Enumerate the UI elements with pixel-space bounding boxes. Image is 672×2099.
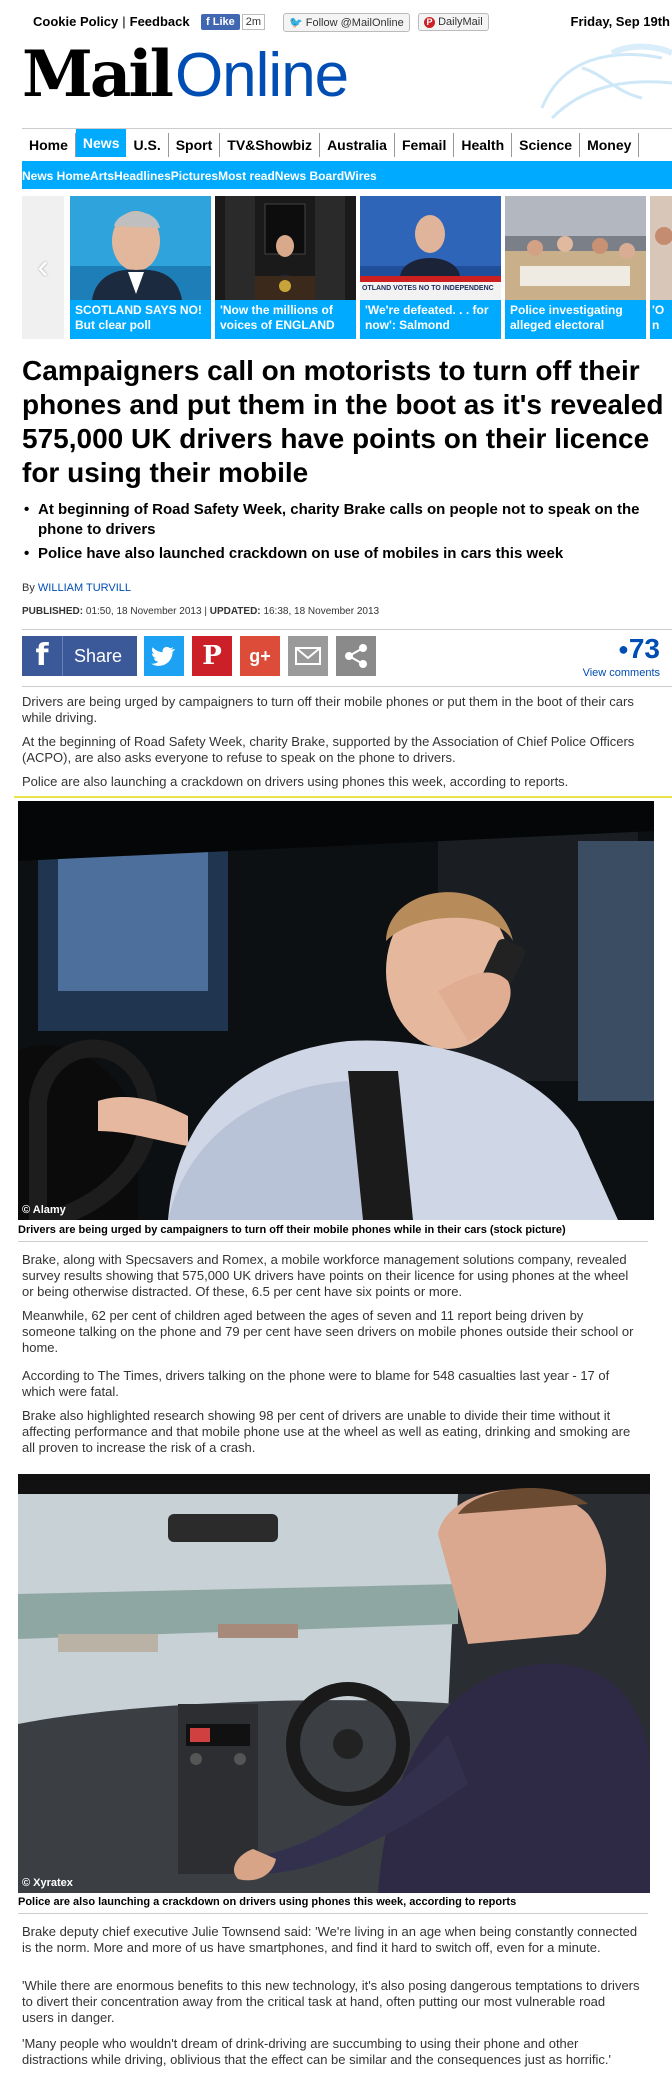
twitter-bird-icon: 🐦 xyxy=(289,17,303,29)
subnav-pictures[interactable]: Pictures xyxy=(170,169,219,183)
more-share-button[interactable] xyxy=(336,636,376,676)
twitter-follow-button[interactable] xyxy=(283,13,410,32)
cookie-policy-link[interactable]: Cookie Policy xyxy=(33,14,119,29)
divider: | xyxy=(204,606,207,617)
current-date: Friday, Sep 19th xyxy=(570,14,670,29)
nav-science[interactable]: Science xyxy=(512,133,580,157)
comment-count xyxy=(583,632,660,666)
nav-news[interactable]: News xyxy=(76,129,127,157)
lion-watermark-decoration xyxy=(522,38,672,128)
pinterest-icon: P xyxy=(424,17,435,28)
article-paragraph: Brake, along with Specsavers and Romex, a mobile workforce management solutions company, revealed survey results showing that 575,000 UK drivers have points on their licence for using phones at the wheel or being otherwise distracted. Of these, 6.5 per cent have six points or more. xyxy=(22,1252,629,1299)
nav-sport[interactable]: Sport xyxy=(169,133,221,157)
published-label: PUBLISHED: xyxy=(22,606,84,617)
pinterest-icon: P xyxy=(202,641,222,671)
carousel-image xyxy=(215,196,356,300)
photo-police-car-interior xyxy=(18,1474,650,1893)
main-nav xyxy=(22,128,672,164)
facebook-share-label: Share xyxy=(74,646,123,666)
twitter-follow-label: Follow @MailOnline xyxy=(305,17,404,29)
facebook-icon: f xyxy=(22,636,63,676)
share-icon xyxy=(336,636,376,676)
carousel-caption: 'O n xyxy=(650,300,672,339)
envelope-icon xyxy=(288,636,328,676)
facebook-share-button[interactable] xyxy=(22,636,137,676)
nav-us[interactable]: U.S. xyxy=(126,133,168,157)
photo-driver-phone xyxy=(18,801,654,1220)
published-date: 01:50, 18 November 2013 xyxy=(85,606,202,617)
chevron-left-icon: ‹ xyxy=(37,248,49,286)
subnav-arts[interactable]: Arts xyxy=(90,169,115,183)
comment-count-value: 73 xyxy=(628,633,660,664)
article-paragraph: Brake also highlighted research showing 98 per cent of drivers are unable to divide their time without it affecting performance and that mobile phone use at the wheel as well as eating, drinking and smoking are all proven to increase the risk of a crash. xyxy=(22,1408,631,1455)
article-paragraph: 'Many people who wouldn't dream of drink-driving are succumbing to using their phone and other distractions while driving, oblivious that the effect can be similar and the consequences just as horrific.' xyxy=(22,2036,611,2067)
feedback-link[interactable]: Feedback xyxy=(129,14,190,29)
carousel-prev-button[interactable] xyxy=(22,196,64,339)
pinterest-follow-button[interactable] xyxy=(418,13,489,31)
subnav-news-board[interactable]: News Board xyxy=(274,169,345,183)
divider: | xyxy=(122,14,126,29)
facebook-like-count: 2m xyxy=(242,14,265,30)
share-bar xyxy=(22,629,672,687)
carousel-caption: 'We're defeated. . . for now': Salmond xyxy=(360,300,501,339)
photo-caption: Police are also launching a crackdown on drivers using phones this week, according to reports xyxy=(18,1895,648,1914)
subnav-most-read[interactable]: Most read xyxy=(218,169,275,183)
nav-home[interactable]: Home xyxy=(22,133,76,157)
photo-caption: Drivers are being urged by campaigners to turn off their mobile phones while in their cars (stock picture) xyxy=(18,1223,648,1242)
updated-date: 16:38, 18 November 2013 xyxy=(263,606,380,617)
view-comments-label: View comments xyxy=(582,667,660,679)
email-share-button[interactable] xyxy=(288,636,328,676)
article-paragraph: According to The Times, drivers talking on the phone were to blame for 548 casualties last year - 17 of which were fatal. xyxy=(22,1368,610,1399)
summary-bullet: • Police have also launched crackdown on use of mobiles in cars this week xyxy=(22,544,652,564)
sub-nav xyxy=(22,163,672,189)
article-paragraph: 'While there are enormous benefits to this new technology, it's also posing dangerous temptations to drivers to divert their concentration away from the critical task at hand, often putting our most vulnerable road users in danger. xyxy=(22,1978,640,2025)
twitter-bird-icon xyxy=(144,636,184,676)
publish-info xyxy=(22,606,379,617)
googleplus-icon: g+ xyxy=(249,646,271,666)
nav-tvshowbiz[interactable]: TV&Showbiz xyxy=(220,133,320,157)
byline xyxy=(22,582,131,594)
article-paragraph: Brake deputy chief executive Julie Townsend said: 'We're living in an age when being constantly connected is the norm. More and more of us have smartphones, and find it hard to switch off, even for a minute. xyxy=(22,1924,638,1955)
carousel-card[interactable] xyxy=(70,196,211,339)
speech-bubble-icon: ● xyxy=(617,639,629,659)
article-headline: Campaigners call on motorists to turn off their phones and put them in the boot as it's revealed 575,000 UK drivers have points on their licence for using their mobile xyxy=(22,355,664,488)
carousel-caption: SCOTLAND SAYS NO! But clear poll xyxy=(70,300,211,339)
carousel-image xyxy=(650,196,672,300)
subnav-wires[interactable]: Wires xyxy=(344,169,377,183)
googleplus-share-button[interactable] xyxy=(240,636,280,676)
comments-link[interactable] xyxy=(583,632,660,680)
article-paragraph: Police are also launching a crackdown on drivers using phones this week, according to reports. xyxy=(22,774,569,789)
facebook-icon: f xyxy=(206,16,213,28)
carousel-card[interactable] xyxy=(505,196,646,339)
author-link[interactable]: WILLIAM TURVILL xyxy=(37,582,132,594)
news-carousel xyxy=(22,196,672,339)
carousel-caption: Police investigating alleged electoral xyxy=(505,300,646,339)
article-paragraph: At the beginning of Road Safety Week, charity Brake, supported by the Association of Chief Police Officers (ACPO), are also asks everyone to refuse to speak on the phone to drivers. xyxy=(22,734,635,765)
facebook-like-widget[interactable] xyxy=(201,13,265,32)
carousel-card[interactable] xyxy=(360,196,501,339)
facebook-like-label: Like xyxy=(212,16,235,28)
tv-banner-text: OTLAND VOTES NO TO INDEPENDENC xyxy=(362,285,494,292)
updated-label: UPDATED: xyxy=(209,606,261,617)
twitter-share-button[interactable] xyxy=(144,636,184,676)
carousel-caption: 'Now the millions of voices of ENGLAND xyxy=(215,300,356,339)
article-paragraph: Meanwhile, 62 per cent of children aged between the ages of seven and 11 report being driven by someone talking on the phone and 79 per cent have seen drivers on mobile phones outside their school or home. xyxy=(22,1308,634,1355)
facebook-like-button[interactable] xyxy=(201,14,240,30)
pinterest-share-button[interactable] xyxy=(192,636,232,676)
carousel-card[interactable] xyxy=(650,196,672,339)
article-image-police-car-driver xyxy=(18,1474,650,1893)
nav-money[interactable]: Money xyxy=(580,133,639,157)
carousel-image xyxy=(70,196,211,300)
nav-health[interactable]: Health xyxy=(454,133,512,157)
nav-femail[interactable]: Femail xyxy=(395,133,454,157)
subnav-headlines[interactable]: Headlines xyxy=(114,169,171,183)
site-logo[interactable] xyxy=(22,37,349,112)
top-links xyxy=(33,14,190,29)
article-summary-bullets xyxy=(22,500,652,568)
logo-mail-text: Mail xyxy=(22,37,171,112)
photo-credit: © Xyratex xyxy=(22,1877,73,1889)
subnav-news-home[interactable]: News Home xyxy=(22,169,91,183)
article-paragraph: Drivers are being urged by campaigners to turn off their mobile phones or put them in the boot of their cars while driving. xyxy=(22,694,634,725)
byline-prefix: By xyxy=(22,582,35,594)
nav-australia[interactable]: Australia xyxy=(320,133,395,157)
photo-credit: © Alamy xyxy=(22,1204,66,1216)
carousel-card[interactable] xyxy=(215,196,356,339)
logo-online-text: Online xyxy=(174,41,349,110)
pinterest-label: DailyMail xyxy=(438,16,483,28)
carousel-image xyxy=(505,196,646,300)
divider xyxy=(14,796,672,798)
summary-bullet: • At beginning of Road Safety Week, charity Brake calls on people not to speak on the phone to drivers xyxy=(22,500,652,540)
article-image-driver-on-phone xyxy=(18,801,654,1220)
